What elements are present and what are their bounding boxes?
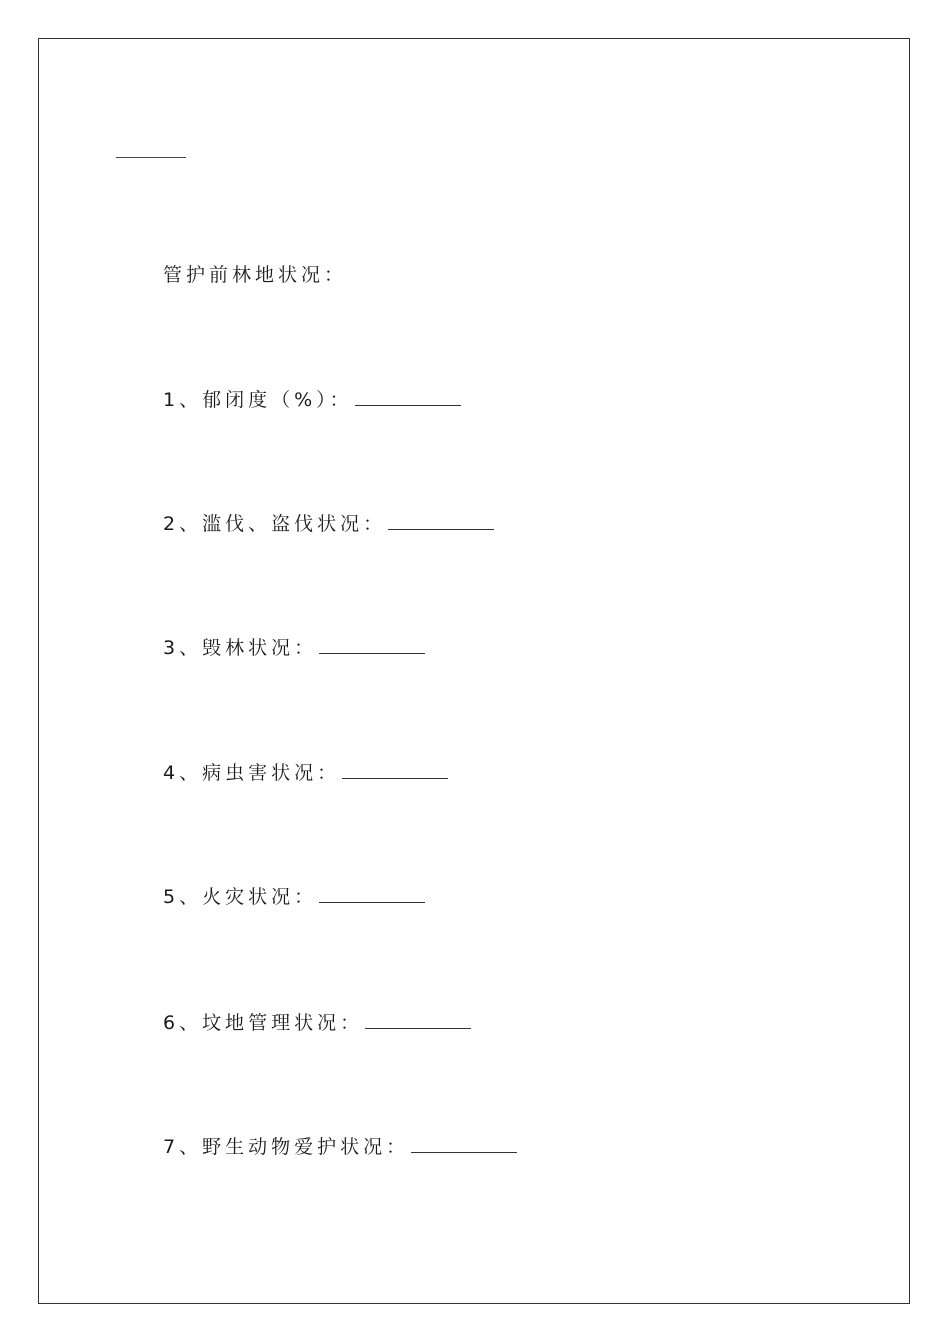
form-item-fire — [163, 884, 425, 910]
section-heading-text: 管护前林地状况： — [163, 264, 348, 286]
item-label: 2、滥伐、盗伐状况： — [163, 513, 387, 535]
fill-in-blank[interactable] — [388, 511, 494, 530]
form-item-canopy-density — [163, 387, 461, 413]
top-rule-line — [116, 157, 186, 158]
form-item-deforestation — [163, 635, 425, 661]
item-label: 4、病虫害状况： — [163, 762, 341, 784]
form-item-illegal-logging — [163, 511, 494, 537]
section-heading — [163, 262, 347, 288]
fill-in-blank[interactable] — [319, 884, 425, 903]
item-label: 7、野生动物爱护状况： — [163, 1136, 410, 1158]
fill-in-blank[interactable] — [355, 387, 461, 406]
fill-in-blank[interactable] — [411, 1134, 517, 1153]
form-item-pests — [163, 760, 448, 786]
item-label: 6、坟地管理状况： — [163, 1012, 364, 1034]
fill-in-blank[interactable] — [319, 635, 425, 654]
form-item-graves — [163, 1010, 471, 1036]
fill-in-blank[interactable] — [342, 760, 448, 779]
fill-in-blank[interactable] — [365, 1010, 471, 1029]
form-item-wildlife — [163, 1134, 517, 1160]
page-border — [38, 38, 910, 1304]
item-label: 1、郁闭度（%）： — [163, 389, 353, 411]
item-label: 5、火灾状况： — [163, 886, 318, 908]
item-label: 3、毁林状况： — [163, 637, 318, 659]
